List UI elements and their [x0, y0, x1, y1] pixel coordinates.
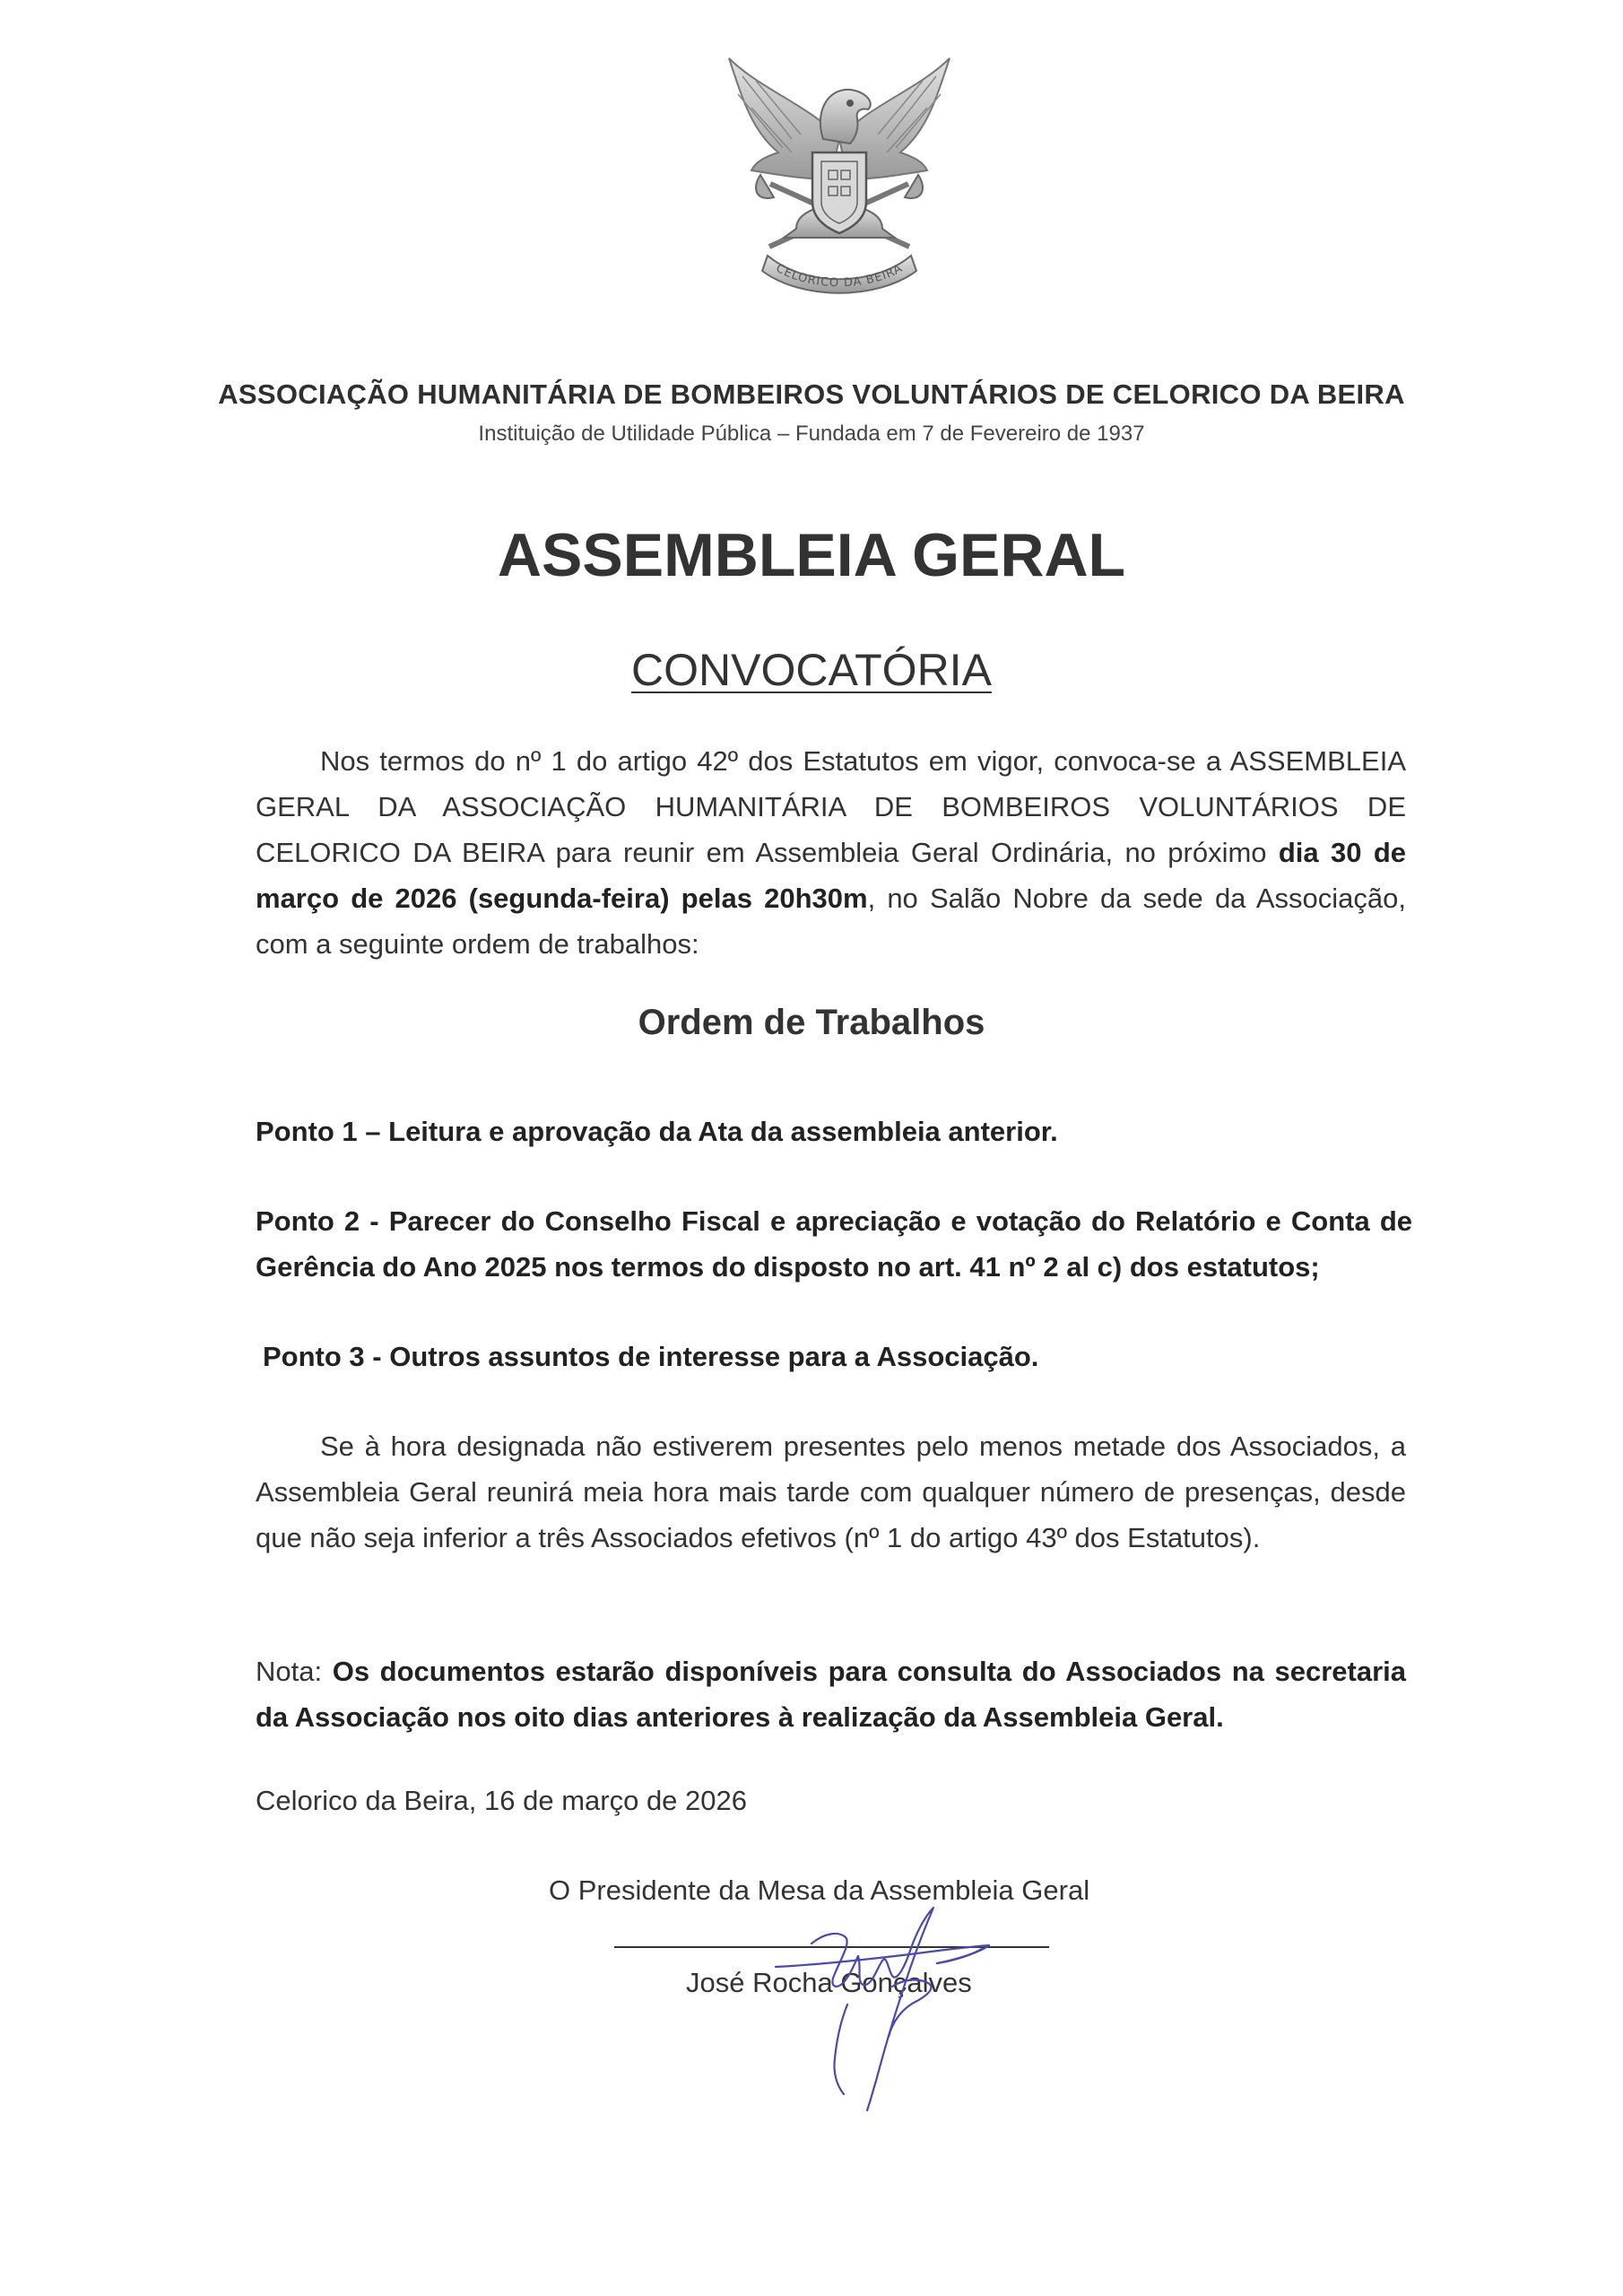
- note-paragraph: [256, 1648, 1406, 1740]
- organization-subtitle: Instituição de Utilidade Pública – Fundada em 7 de Fevereiro de 1937: [478, 422, 1145, 446]
- intro-text-start: Nos termos do nº 1 do artigo 42º dos Estatutos em vigor, convoca-se a ASSEMBLEIA GERAL DA ASSOCIAÇÃO HUMANITÁRIA DE BOMBEIROS VOLUNTÁRIOS DE CELORICO DA BEIRA para reunir em Assembleia Geral Ordinária, no próximo: [256, 745, 1406, 868]
- document-subtitle: CONVOCATÓRIA: [631, 645, 992, 695]
- emblem-ribbon-text: CELORICO DA BEIRA: [773, 261, 906, 291]
- agenda-heading: Ordem de Trabalhos: [638, 1003, 985, 1042]
- note-text: Os documentos estarão disponíveis para consulta do Associados na secretaria da Associação nos oito dias anteriores à realização da Assembleia Geral.: [256, 1656, 1406, 1733]
- note-label: Nota:: [256, 1656, 333, 1687]
- bombeiros-emblem: [725, 54, 954, 300]
- intro-text-end: , no Salão Nobre da sede da Associação, com a seguinte ordem de trabalhos:: [256, 883, 1406, 960]
- document-title: ASSEMBLEIA GERAL: [497, 521, 1126, 589]
- agenda-item: Ponto 2 - Parecer do Conselho Fiscal e apreciação e votação do Relatório e Conta de Gerência do Ano 2025 nos termos do disposto no art. 41 nº 2 al c) dos estatutos;: [256, 1205, 1412, 1283]
- organization-name: ASSOCIAÇÃO HUMANITÁRIA DE BOMBEIROS VOLUNTÁRIOS DE CELORICO DA BEIRA: [218, 378, 1405, 410]
- handwritten-signature: [758, 1897, 1018, 2112]
- place-date: Celorico da Beira, 16 de março de 2026: [256, 1785, 747, 1816]
- signer-name: José Rocha Gonçalves: [686, 1967, 972, 1998]
- agenda-item: Ponto 3 - Outros assuntos de interesse para a Associação.: [263, 1341, 1039, 1372]
- meeting-date-highlight: dia 30 de março de 2026 (segunda-feira) pelas 20h30m: [256, 837, 1407, 914]
- intro-paragraph: [256, 738, 1406, 967]
- signer-title: O Presidente da Mesa da Assembleia Geral: [549, 1874, 1090, 1906]
- quorum-paragraph: Se à hora designada não estiverem presentes pelo menos metade dos Associados, a Assembleia Geral reunirá meia hora mais tarde com qualquer número de presenças, desde que não seja inferior a três Associados efetivos (nº 1 do artigo 43º dos Estatutos).: [256, 1431, 1406, 1553]
- agenda-item: Ponto 1 – Leitura e aprovação da Ata da assembleia anterior.: [256, 1116, 1058, 1147]
